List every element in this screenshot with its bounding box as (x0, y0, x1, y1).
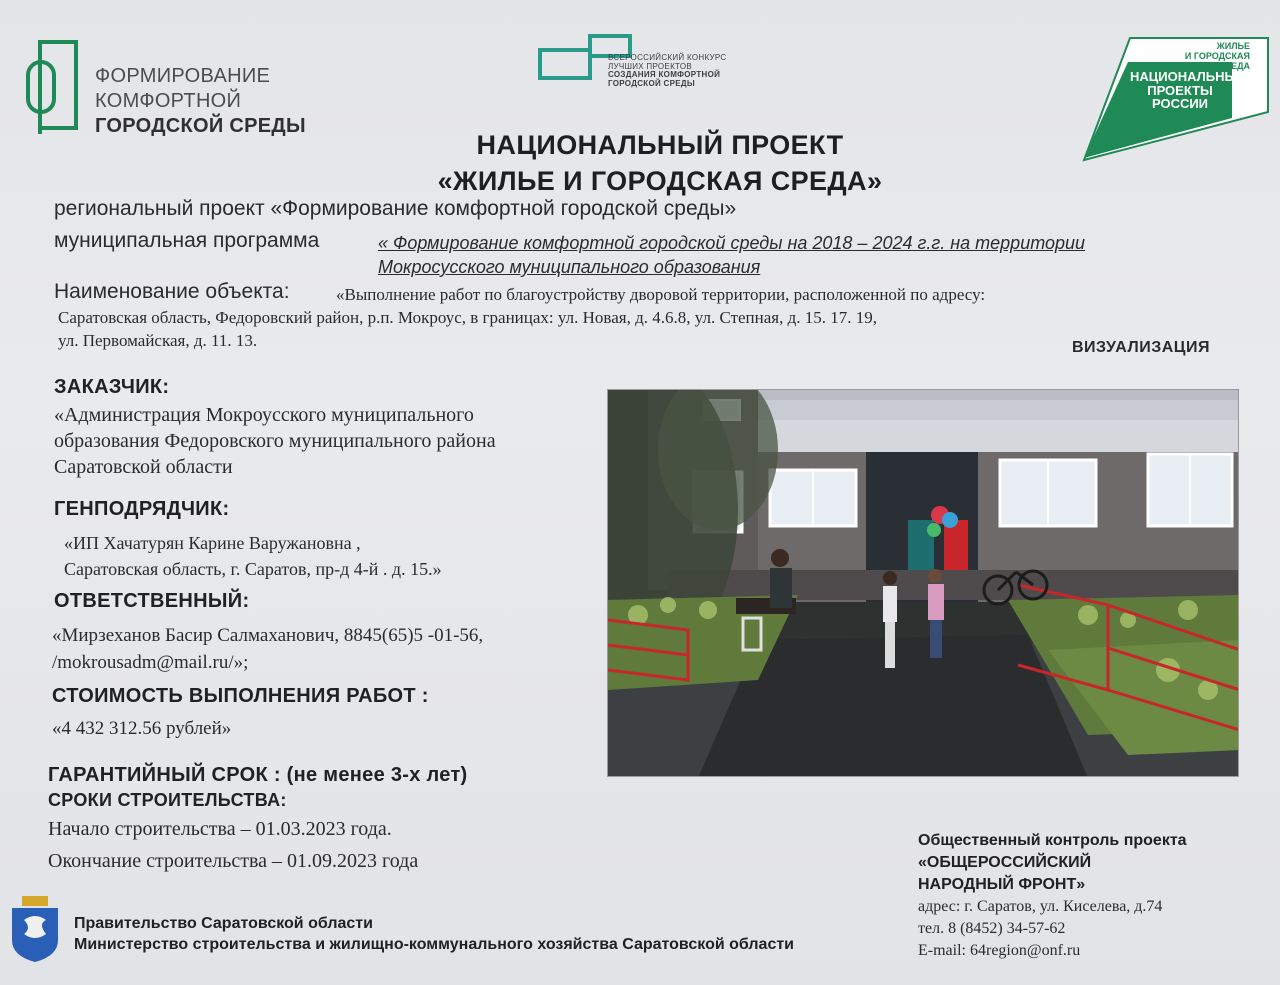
visualization-label: ВИЗУАЛИЗАЦИЯ (1072, 339, 1210, 356)
cost-value: «4 432 312.56 рублей» (52, 718, 232, 739)
responsible-text (52, 622, 483, 676)
object-line3: ул. Первомайская, д. 11. 13. (58, 331, 258, 350)
contest-line4: ГОРОДСКОЙ СРЕДЫ (608, 78, 696, 88)
object-label: Наименование объекта: (54, 280, 290, 303)
regional-project: региональный проект «Формирование комфортной городской среды» (54, 197, 737, 220)
public-control-phone: тел. 8 (8452) 34-57-62 (918, 920, 1066, 937)
municipal-value-line2: Мокросусского муниципального образования (378, 257, 761, 277)
fkgs-line1: ФОРМИРОВАНИЕ (95, 65, 271, 87)
responsible-heading: ОТВЕТСТВЕННЫЙ: (54, 590, 250, 612)
schedule-heading: СРОКИ СТРОИТЕЛЬСТВА: (48, 790, 287, 810)
public-control-heading (918, 830, 1187, 896)
government-line1: Правительство Саратовской области (74, 915, 373, 932)
customer-heading: ЗАКАЗЧИК: (54, 376, 170, 398)
contractor-line1: «ИП Хачатурян Карине Варужановна , (64, 533, 361, 553)
np-top-line2: И ГОРОДСКАЯ СРЕДА (1184, 51, 1250, 71)
fkgs-line2: КОМФОРТНОЙ (95, 90, 242, 112)
customer-line3: Саратовской области (54, 456, 233, 478)
municipal-value-line1: « Формирование комфортной городской среды на 2018 – 2024 г.г. на территории (378, 233, 1086, 253)
coat-of-arms-icon (8, 894, 62, 964)
np-box-line1: НАЦИОНАЛЬНЫЕ (1130, 69, 1246, 84)
contest-line2: ЛУЧШИХ ПРОЕКТОВ (608, 61, 693, 71)
fkgs-logo-text (95, 64, 306, 139)
schedule-end: Окончание строительства – 01.09.2023 года (48, 850, 419, 872)
customer-text (54, 402, 496, 480)
cost-heading: СТОИМОСТЬ ВЫПОЛНЕНИЯ РАБОТ : (52, 685, 429, 707)
contest-line3: СОЗДАНИЯ КОМФОРТНОЙ (608, 70, 721, 79)
warranty-heading: ГАРАНТИЙНЫЙ СРОК : (не менее 3-х лет) (48, 764, 468, 786)
object-line2: Саратовская область, Федоровский район, р.п. Мокроус, в границах: ул. Новая, д. 4.6.8, ул. Степная, д. 15. 17. 19, (58, 308, 878, 327)
public-control-line1: Общественный контроль проекта (918, 832, 1187, 849)
title-line1: НАЦИОНАЛЬНЫЙ ПРОЕКТ (476, 130, 844, 160)
contest-line1: ВСЕРОССИЙСКИЙ КОНКУРС (608, 53, 727, 62)
municipal-label: муниципальная программа (54, 229, 320, 252)
customer-line1: «Администрация Мокроусского муниципального (54, 404, 474, 426)
contest-logo-text (608, 54, 727, 88)
public-control-email: E-mail: 64region@onf.ru (918, 942, 1081, 959)
saratov-coat-of-arms (8, 894, 62, 964)
np-top-text (1168, 41, 1250, 71)
contractor-text (64, 530, 442, 582)
public-control-line2: «ОБЩЕРОССИЙСКИЙ (918, 854, 1092, 871)
np-box-text (1130, 69, 1246, 111)
title-line2: «ЖИЛЬЕ И ГОРОДСКАЯ СРЕДА» (437, 166, 883, 196)
fkgs-line3: ГОРОДСКОЙ СРЕДЫ (95, 115, 306, 137)
visualization-image (607, 389, 1239, 777)
np-box-line3: РОССИИ (1151, 96, 1209, 111)
responsible-line1: «Мирзеханов Басир Салмаханович, 8845(65)5 -01-56, (52, 625, 484, 646)
customer-line2: образования Федоровского муниципального района (54, 430, 496, 452)
contractor-heading: ГЕНПОДРЯДЧИК: (54, 498, 230, 520)
courtyard-render (608, 390, 1239, 777)
government-line2: Министерство строительства и жилищно-коммунального хозяйства Саратовской области (74, 936, 795, 953)
main-title (360, 127, 960, 199)
object-line1: «Выполнение работ по благоустройству дворовой территории, расположенной по адресу: (336, 285, 986, 304)
public-control-contacts (918, 896, 1162, 962)
fkgs-logo (26, 38, 86, 138)
schedule-start: Начало строительства – 01.03.2023 года. (48, 818, 392, 840)
responsible-line2: /mokrousadm@mail.ru/»; (52, 652, 249, 673)
public-control-address: адрес: г. Саратов, ул. Киселева, д.74 (918, 898, 1163, 915)
np-top-line1: ЖИЛЬЕ (1216, 41, 1250, 51)
contractor-line2: Саратовская область, г. Саратов, пр-д 4-й . д. 15.» (64, 559, 442, 579)
np-box-line2: ПРОЕКТЫ (1147, 82, 1213, 98)
public-control-line3: НАРОДНЫЙ ФРОНТ» (918, 876, 1086, 893)
fkgs-logo-icon (26, 38, 86, 138)
